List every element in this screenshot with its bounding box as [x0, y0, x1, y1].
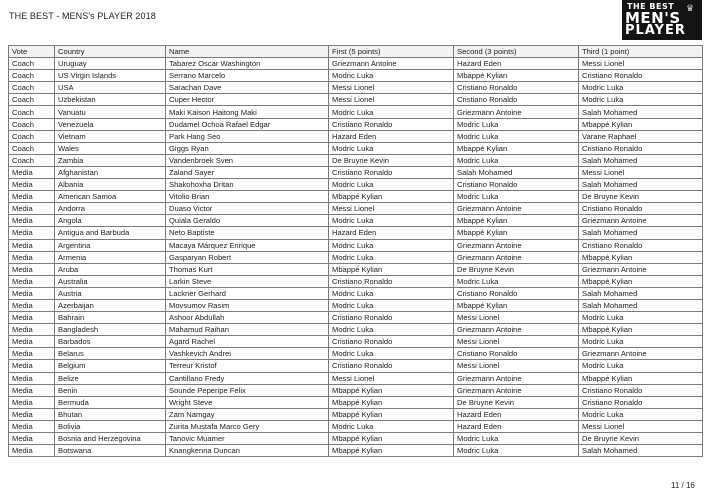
cell-second: Messi Lionel — [454, 360, 579, 372]
table-row — [9, 118, 703, 130]
cell-second: Griezmann Antoine — [454, 239, 579, 251]
cell-second: Hazard Eden — [454, 420, 579, 432]
cell-country: American Samoa — [55, 191, 166, 203]
table-row — [9, 433, 703, 445]
cell-country: Argentina — [55, 239, 166, 251]
cell-name: Vashkevich Andrei — [166, 348, 329, 360]
cell-country: Austria — [55, 287, 166, 299]
table-body — [9, 58, 703, 457]
cell-third: De Bruyne Kevin — [579, 191, 703, 203]
cell-second: Griezmann Antoine — [454, 372, 579, 384]
cell-second: Griezmann Antoine — [454, 384, 579, 396]
cell-second: Hazard Eden — [454, 408, 579, 420]
cell-vote: Media — [9, 227, 55, 239]
cell-vote: Coach — [9, 118, 55, 130]
cell-name: Tanovic Muamer — [166, 433, 329, 445]
cell-second: Griezmann Antoine — [454, 251, 579, 263]
table-row — [9, 251, 703, 263]
cell-name: Agard Rachel — [166, 336, 329, 348]
cell-country: Vietnam — [55, 130, 166, 142]
cell-third: Salah Mohamed — [579, 287, 703, 299]
cell-third: Messi Lionel — [579, 166, 703, 178]
cell-country: Bangladesh — [55, 324, 166, 336]
cell-name: Terreur Kristof — [166, 360, 329, 372]
cell-second: Mbappé Kylian — [454, 70, 579, 82]
cell-third: Modric Luka — [579, 336, 703, 348]
cell-vote: Coach — [9, 70, 55, 82]
cell-third: Salah Mohamed — [579, 154, 703, 166]
cell-third: Mbappé Kylian — [579, 118, 703, 130]
cell-vote: Media — [9, 251, 55, 263]
cell-name: Dudamel Ochoa Rafael Edgar — [166, 118, 329, 130]
cell-vote: Coach — [9, 142, 55, 154]
cell-name: Zam Namgay — [166, 408, 329, 420]
cell-third: Cristiano Ronaldo — [579, 396, 703, 408]
cell-vote: Media — [9, 445, 55, 457]
cell-third: Varane Raphael — [579, 130, 703, 142]
cell-third: Mbappé Kylian — [579, 324, 703, 336]
cell-vote: Coach — [9, 154, 55, 166]
cell-third: Salah Mohamed — [579, 445, 703, 457]
cell-first: Cristiano Ronaldo — [329, 166, 454, 178]
cell-third: Cristiano Ronaldo — [579, 203, 703, 215]
cell-vote: Coach — [9, 94, 55, 106]
cell-third: Cristiano Ronaldo — [579, 239, 703, 251]
table-row — [9, 287, 703, 299]
cell-second: De Bruyne Kevin — [454, 263, 579, 275]
cell-first: Mbappé Kylian — [329, 263, 454, 275]
cell-name: Zaland Sayer — [166, 166, 329, 178]
table-row — [9, 106, 703, 118]
cell-first: De Bruyne Kevin — [329, 154, 454, 166]
cell-first: Modric Luka — [329, 348, 454, 360]
cell-second: Hazard Eden — [454, 58, 579, 70]
cell-first: Messi Lionel — [329, 82, 454, 94]
cell-third: Modric Luka — [579, 82, 703, 94]
cell-third: Mbappé Kylian — [579, 372, 703, 384]
cell-first: Hazard Eden — [329, 227, 454, 239]
table-row — [9, 263, 703, 275]
table-row — [9, 166, 703, 178]
cell-first: Modric Luka — [329, 287, 454, 299]
cell-country: Bermuda — [55, 396, 166, 408]
cell-vote: Coach — [9, 58, 55, 70]
table-row — [9, 360, 703, 372]
table-row — [9, 239, 703, 251]
cell-second: Messi Lionel — [454, 336, 579, 348]
cell-second: Griezmann Antoine — [454, 324, 579, 336]
cell-vote: Media — [9, 299, 55, 311]
cell-second: Modric Luka — [454, 191, 579, 203]
cell-country: Andorra — [55, 203, 166, 215]
cell-name: Maki Kaison Haitong Maki — [166, 106, 329, 118]
table-row — [9, 191, 703, 203]
table-row — [9, 227, 703, 239]
cell-name: Sounde Peperipe Felix — [166, 384, 329, 396]
cell-country: Bosnia and Herzegovina — [55, 433, 166, 445]
cell-name: Vandenbroek Sven — [166, 154, 329, 166]
page-number: 11 / 16 — [671, 481, 695, 490]
cell-name: Lackner Gerhard — [166, 287, 329, 299]
cell-first: Hazard Eden — [329, 130, 454, 142]
cell-second: Salah Mohamed — [454, 166, 579, 178]
cell-first: Mbappé Kylian — [329, 408, 454, 420]
logo-line-1: THE BEST — [627, 2, 675, 11]
cell-name: Duaso Victor — [166, 203, 329, 215]
cell-first: Modric Luka — [329, 420, 454, 432]
cell-third: Salah Mohamed — [579, 106, 703, 118]
cell-third: Cristiano Ronaldo — [579, 142, 703, 154]
cell-second: Modric Luka — [454, 275, 579, 287]
cell-vote: Media — [9, 263, 55, 275]
cell-vote: Media — [9, 215, 55, 227]
table-row — [9, 203, 703, 215]
table-row — [9, 396, 703, 408]
cell-name: Giggs Ryan — [166, 142, 329, 154]
cell-second: Cristiano Ronaldo — [454, 348, 579, 360]
cell-first: Mbappé Kylian — [329, 445, 454, 457]
cell-second: Modric Luka — [454, 118, 579, 130]
cell-name: Knangkenna Duncan — [166, 445, 329, 457]
table-row — [9, 420, 703, 432]
cell-third: Salah Mohamed — [579, 179, 703, 191]
cell-country: Benin — [55, 384, 166, 396]
cell-name: Tabarez Oscar Washington — [166, 58, 329, 70]
cell-name: Cuper Hector — [166, 94, 329, 106]
cell-third: Modric Luka — [579, 94, 703, 106]
cell-vote: Media — [9, 179, 55, 191]
cell-name: Vitolio Brian — [166, 191, 329, 203]
cell-third: Cristiano Ronaldo — [579, 384, 703, 396]
table-row — [9, 372, 703, 384]
cell-first: Modric Luka — [329, 239, 454, 251]
cell-third: Salah Mohamed — [579, 299, 703, 311]
cell-name: Thomas Kurt — [166, 263, 329, 275]
cell-vote: Media — [9, 396, 55, 408]
cell-third: Griezmann Antoine — [579, 348, 703, 360]
cell-country: Belize — [55, 372, 166, 384]
cell-name: Gasparyan Robert — [166, 251, 329, 263]
table-row — [9, 82, 703, 94]
cell-country: Armenia — [55, 251, 166, 263]
cell-first: Griezmann Antoine — [329, 58, 454, 70]
cell-vote: Media — [9, 203, 55, 215]
cell-vote: Media — [9, 191, 55, 203]
cell-country: Uruguay — [55, 58, 166, 70]
cell-country: Zambia — [55, 154, 166, 166]
table-header-row — [9, 46, 703, 58]
cell-second: Cristiano Ronaldo — [454, 94, 579, 106]
cell-country: Azerbaijan — [55, 299, 166, 311]
cell-name: Larkin Steve — [166, 275, 329, 287]
cell-vote: Media — [9, 360, 55, 372]
table-row — [9, 348, 703, 360]
cell-first: Modric Luka — [329, 251, 454, 263]
cell-first: Mbappé Kylian — [329, 384, 454, 396]
cell-second: De Bruyne Kevin — [454, 396, 579, 408]
table-row — [9, 324, 703, 336]
cell-first: Cristiano Ronaldo — [329, 275, 454, 287]
cell-name: Macaya Márquez Enrique — [166, 239, 329, 251]
cell-vote: Media — [9, 372, 55, 384]
cell-first: Modric Luka — [329, 106, 454, 118]
cell-first: Messi Lionel — [329, 203, 454, 215]
cell-vote: Coach — [9, 82, 55, 94]
cell-first: Cristiano Ronaldo — [329, 336, 454, 348]
cell-country: Botswana — [55, 445, 166, 457]
table-row — [9, 179, 703, 191]
cell-country: Antigua and Barbuda — [55, 227, 166, 239]
cell-first: Modric Luka — [329, 70, 454, 82]
column-header-vote: Vote — [9, 46, 55, 58]
cell-vote: Media — [9, 324, 55, 336]
cell-third: Messi Lionel — [579, 58, 703, 70]
cell-name: Ashoor Abdullah — [166, 312, 329, 324]
cell-second: Mbappé Kylian — [454, 142, 579, 154]
cell-first: Modric Luka — [329, 142, 454, 154]
cell-third: Cristiano Ronaldo — [579, 70, 703, 82]
table-row — [9, 312, 703, 324]
cell-first: Messi Lionel — [329, 372, 454, 384]
table-row — [9, 408, 703, 420]
table-row — [9, 275, 703, 287]
cell-third: Griezmann Antoine — [579, 263, 703, 275]
cell-vote: Media — [9, 239, 55, 251]
table-row — [9, 215, 703, 227]
column-header-name: Name — [166, 46, 329, 58]
cell-vote: Media — [9, 348, 55, 360]
crown-icon: ♛ — [686, 3, 695, 13]
cell-vote: Media — [9, 384, 55, 396]
the-best-mens-player-logo — [622, 0, 702, 40]
cell-country: Bahrain — [55, 312, 166, 324]
cell-name: Movsumov Rasim — [166, 299, 329, 311]
table-row — [9, 58, 703, 70]
cell-country: Belarus — [55, 348, 166, 360]
cell-country: Afghanistan — [55, 166, 166, 178]
cell-second: Cristiano Ronaldo — [454, 82, 579, 94]
cell-third: De Bruyne Kevin — [579, 433, 703, 445]
cell-vote: Media — [9, 312, 55, 324]
table-row — [9, 299, 703, 311]
logo-line-3: PLAYER — [625, 23, 686, 38]
cell-name: Park Hang Seo — [166, 130, 329, 142]
cell-first: Cristiano Ronaldo — [329, 118, 454, 130]
document-title: THE BEST - MENS's PLAYER 2018 — [9, 11, 156, 21]
cell-second: Mbappé Kylian — [454, 299, 579, 311]
cell-third: Salah Mohamed — [579, 227, 703, 239]
cell-name: Serrano Marcelo — [166, 70, 329, 82]
cell-country: US Virgin Islands — [55, 70, 166, 82]
column-header-country: Country — [55, 46, 166, 58]
table-row — [9, 154, 703, 166]
cell-vote: Media — [9, 287, 55, 299]
cell-country: Australia — [55, 275, 166, 287]
cell-first: Modric Luka — [329, 324, 454, 336]
cell-vote: Media — [9, 166, 55, 178]
cell-name: Wright Steve — [166, 396, 329, 408]
cell-first: Mbappé Kylian — [329, 191, 454, 203]
cell-vote: Media — [9, 408, 55, 420]
cell-vote: Media — [9, 420, 55, 432]
cell-first: Mbappé Kylian — [329, 396, 454, 408]
cell-third: Griezmann Antoine — [579, 215, 703, 227]
table-row — [9, 130, 703, 142]
cell-second: Griezmann Antoine — [454, 203, 579, 215]
cell-name: Quiala Geraldo — [166, 215, 329, 227]
cell-name: Cantillano Fredy — [166, 372, 329, 384]
cell-vote: Media — [9, 433, 55, 445]
table-row — [9, 336, 703, 348]
cell-name: Zurita Mustafa Marco Gery — [166, 420, 329, 432]
cell-second: Cristiano Ronaldo — [454, 179, 579, 191]
cell-first: Modric Luka — [329, 215, 454, 227]
cell-second: Mbappé Kylian — [454, 215, 579, 227]
cell-second: Griezmann Antoine — [454, 106, 579, 118]
cell-name: Shakohoxha Dritan — [166, 179, 329, 191]
cell-vote: Media — [9, 336, 55, 348]
cell-first: Modric Luka — [329, 179, 454, 191]
cell-first: Messi Lionel — [329, 94, 454, 106]
cell-third: Modric Luka — [579, 312, 703, 324]
cell-country: Bolivia — [55, 420, 166, 432]
cell-third: Mbappé Kylian — [579, 275, 703, 287]
cell-first: Cristiano Ronaldo — [329, 312, 454, 324]
cell-vote: Coach — [9, 106, 55, 118]
table-row — [9, 384, 703, 396]
logo-line-2: MEN'S — [625, 9, 681, 27]
cell-third: Modric Luka — [579, 360, 703, 372]
cell-third: Modric Luka — [579, 408, 703, 420]
cell-first: Cristiano Ronaldo — [329, 360, 454, 372]
cell-first: Mbappé Kylian — [329, 433, 454, 445]
cell-country: USA — [55, 82, 166, 94]
cell-country: Angola — [55, 215, 166, 227]
table-row — [9, 445, 703, 457]
cell-second: Modric Luka — [454, 433, 579, 445]
cell-vote: Media — [9, 275, 55, 287]
cell-second: Cristiano Ronaldo — [454, 287, 579, 299]
column-header-first: First (5 points) — [329, 46, 454, 58]
column-header-third: Third (1 point) — [579, 46, 703, 58]
cell-name: Neto Baptiste — [166, 227, 329, 239]
cell-vote: Coach — [9, 130, 55, 142]
votes-table — [8, 45, 703, 457]
cell-country: Uzbekistan — [55, 94, 166, 106]
cell-second: Modric Luka — [454, 154, 579, 166]
cell-country: Vanuatu — [55, 106, 166, 118]
cell-country: Barbados — [55, 336, 166, 348]
table-row — [9, 142, 703, 154]
table-row — [9, 70, 703, 82]
cell-third: Mbappé Kylian — [579, 251, 703, 263]
cell-country: Venezuela — [55, 118, 166, 130]
cell-country: Belgium — [55, 360, 166, 372]
cell-country: Wales — [55, 142, 166, 154]
cell-second: Mbappé Kylian — [454, 227, 579, 239]
table-row — [9, 94, 703, 106]
column-header-second: Second (3 points) — [454, 46, 579, 58]
cell-second: Messi Lionel — [454, 312, 579, 324]
cell-third: Messi Lionel — [579, 420, 703, 432]
cell-name: Mahamud Raihan — [166, 324, 329, 336]
cell-first: Modric Luka — [329, 299, 454, 311]
cell-country: Aruba — [55, 263, 166, 275]
cell-name: Sarachan Dave — [166, 82, 329, 94]
cell-second: Modric Luka — [454, 130, 579, 142]
cell-second: Modric Luka — [454, 445, 579, 457]
cell-country: Albania — [55, 179, 166, 191]
cell-country: Bhutan — [55, 408, 166, 420]
